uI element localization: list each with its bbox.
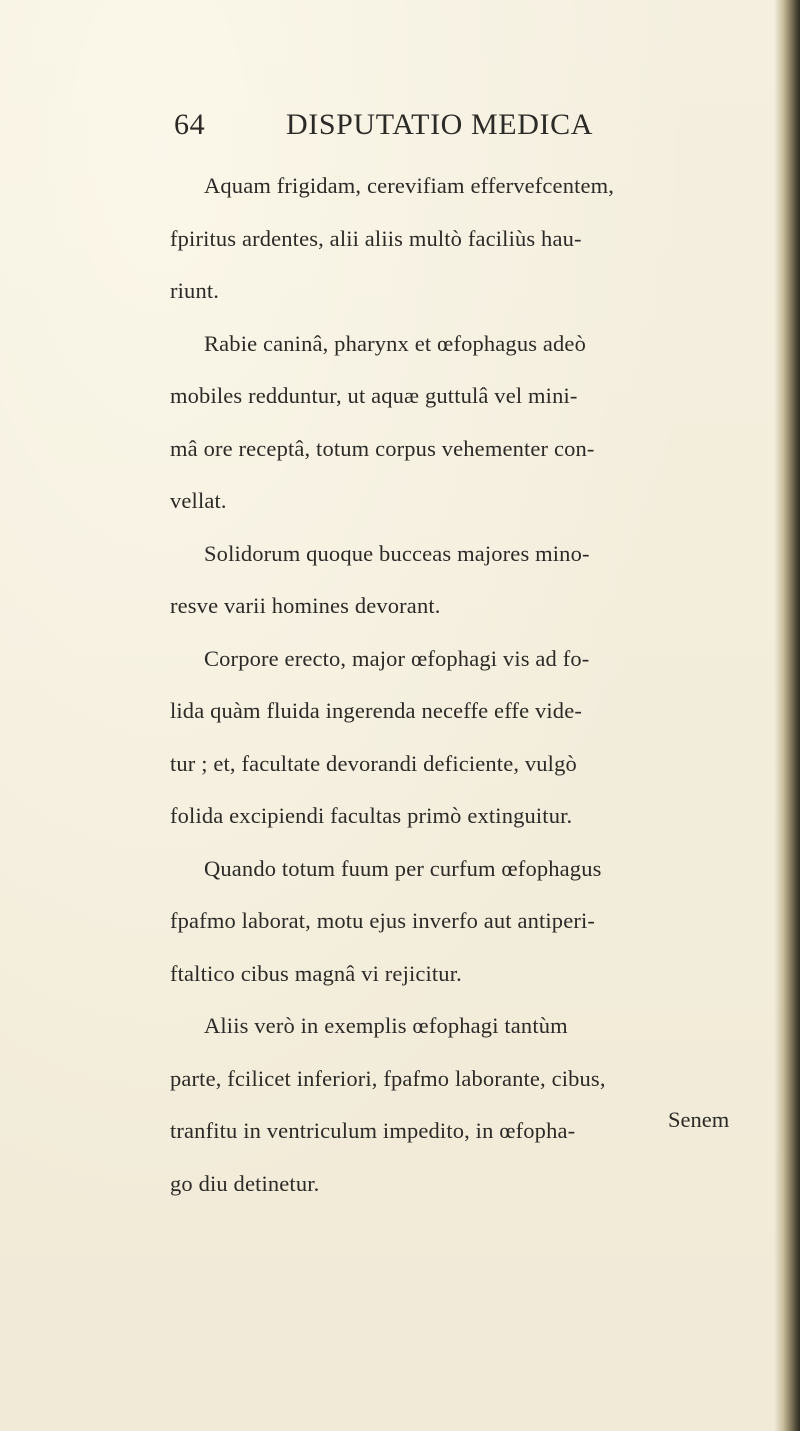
text-line: vellat. <box>170 488 227 513</box>
text-line: lida quàm fluida ingerenda neceffe effe vide- <box>170 698 582 723</box>
text-line: Quando totum fuum per curfum œfophagus <box>204 855 602 881</box>
text-line: resve varii homines devorant. <box>170 593 441 618</box>
catchword: Senem <box>668 1107 730 1132</box>
text-line: ftaltico cibus magnâ vi rejicitur. <box>170 960 462 986</box>
text-line: tur ; et, facultate devorandi deficiente, vulgò <box>170 750 577 776</box>
page-binding-shadow <box>774 0 800 1431</box>
text-line: folida excipiendi facultas primò extinguitur. <box>170 803 573 828</box>
text-line: parte, fcilicet inferiori, fpafmo laborante, cibus, <box>170 1065 606 1091</box>
text-line: mâ ore receptâ, totum corpus vehementer con- <box>170 435 595 461</box>
text-line: tranfitu in ventriculum impedito, in œfopha- <box>170 1118 576 1143</box>
text-line: Solidorum quoque bucceas majores mino- <box>204 540 590 566</box>
running-title: DISPUTATIO MEDICA <box>286 108 593 141</box>
text-line: mobiles redduntur, ut aquæ guttulâ vel mini- <box>170 383 578 408</box>
text-line: Aliis verò in exemplis œfophagi tantùm <box>204 1013 568 1038</box>
page-header <box>174 108 654 156</box>
text-line: Rabie caninâ, pharynx et œfophagus adeò <box>204 330 586 356</box>
page-number: 64 <box>174 108 206 141</box>
text-line: riunt. <box>170 278 220 303</box>
text-line: Corpore erecto, major œfophagi vis ad fo- <box>204 645 590 671</box>
text-line: Aquam frigidam, cerevifiam effervefcentem, <box>204 173 615 198</box>
body-text <box>170 160 760 1210</box>
text-line: fpiritus ardentes, alii aliis multò faciliùs hau- <box>170 225 582 251</box>
text-line: go diu detinetur. <box>170 1170 320 1196</box>
text-line: fpafmo laborat, motu ejus inverfo aut antiperi- <box>170 908 596 933</box>
